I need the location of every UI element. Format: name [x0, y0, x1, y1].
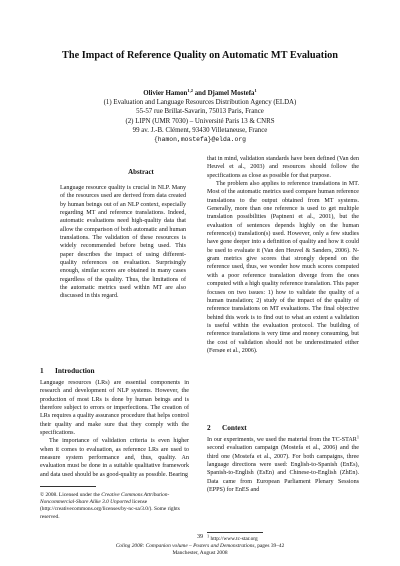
author-1-affiliation-mark: 1,2	[187, 88, 193, 93]
context-paragraph	[207, 436, 359, 494]
paper-title: The Impact of Reference Quality on Automatic MT Evaluation	[62, 50, 338, 61]
license-prefix: © 2008. Licensed under the	[40, 492, 102, 498]
author-names	[0, 89, 400, 98]
section-1-title: Introduction	[55, 366, 95, 375]
author-2-affiliation-mark: 1	[254, 88, 257, 93]
abstract-text: Language resource quality is crucial in NLP. Many of the resources used are derived from data created by human beings out of an NLP context, especially regarding MT and reference translations. Indeed, automatic evaluations need high-quality data that allow the comparison of both automatic and human translations. The validation of these resources is widely recommended before being used. This paper describes the impact of using different-quality references on evaluation. Surprisingly enough, similar scores are obtained in many cases regardless of the quality. Thus, the limitations of the automatic metrics used within MT are also discussed in this regard.	[60, 185, 186, 300]
affiliation-2-address: 99 av. J.-B. Clément, 93430 Villetaneuse, France	[132, 126, 268, 134]
venue-location: Manchester, August 2008	[172, 550, 228, 557]
author-1: Olivier Hamon	[143, 90, 188, 97]
section-2-number: 2	[207, 423, 211, 432]
author-email: {hamon,mostefa}@elda.org	[153, 136, 247, 144]
intro-paragraph-2: The importance of validation criteria is even higher when it comes to evaluation, as reference LRs are used to measure system performance and, thus, quality. An evaluation must be done in a suitable qualitative framework and data used should be as good-quality as possible. Bearing	[40, 438, 189, 478]
affiliation-2: (2) LIPN (UMR 7030) – Université Paris 13 & CNRS	[125, 117, 275, 125]
section-1-heading	[40, 366, 95, 375]
venue-name: Coling 2008: Companion volume – Posters and Demonstrations	[115, 543, 255, 549]
license-name: Creative Commons Attribution-Noncommercial-Share Alike 3.0 Unported	[40, 492, 170, 506]
affiliation-1-address: 55-57 rue Brillat-Savarin, 75013 Paris, France	[136, 108, 264, 116]
section-2-title: Context	[222, 423, 247, 432]
page-number: 39	[196, 534, 204, 540]
intro-paragraph-2-continued: that in mind, validation standards have been defined (Van den Heuvel et al., 2003) and resources should follow the specifications as close as possible for that purpose.	[207, 156, 359, 179]
venue-footer	[0, 543, 400, 558]
footnote-1-url[interactable]: http://www.tc-star.org	[210, 536, 258, 542]
right-column-body	[207, 155, 359, 355]
author-2: Djamel Mostefa	[207, 90, 255, 97]
footnote-divider-right	[207, 532, 263, 533]
footnote-1-marker: 1	[356, 434, 359, 440]
affiliation-1: (1) Evaluation and Language Resources Distribution Agency (ELDA)	[103, 99, 297, 107]
license-suffix: license (http://creativecommons.org/licenses/by-nc-sa/3.0/). Some rights reserved.	[40, 499, 180, 520]
section-1-number: 1	[40, 366, 44, 375]
abstract-heading: Abstract	[128, 169, 154, 176]
intro-paragraph-3: The problem also applies to reference translations in MT. Most of the automatic metrics used compare human reference translations to the output obtained from MT systems. Generally, more than one reference is used to get multiple translation possibilities (Papineni et al., 2001), but the evaluation of sentences depends highly on the human reference(s) translation(s) used. However, only a few studies have gone deeper into a definition of quality and how it could be used to evaluate it (Van den Heuvel & Sanders, 2006). N-gram metrics give scores that strongly depend on the reference used, thus, we wonder how much scores computed with a poor reference translation diverge from the ones computed with a high quality reference translation. This paper focuses on two issues: 1) how to validate the quality of a human translation; 2) study of the impact of the quality of reference translations on MT evaluations. The final objective behind this work is to find out to what an extent a validation is useful within the evaluation protocol. The building of reference translations is very time and money consuming, but the cost of validation should not be underestimated either (Fersøe et al., 2006).	[207, 181, 359, 354]
venue-line	[0, 543, 400, 550]
venue-pages: , pages 39–42	[254, 543, 285, 549]
footnote-1-number: 1	[207, 533, 210, 539]
author-conjunction: and	[194, 90, 206, 97]
author-block	[0, 89, 400, 144]
license-footnote	[40, 492, 189, 521]
intro-paragraph-1: Language resources (LRs) are essential components in research and development of NLP systems. However, the production of most LRs is done by human beings and is therefore subject to errors or imperfections. The creation of LRs requires a quality assurance procedure that helps control their quality and make sure that they comply with the specifications.	[40, 380, 189, 437]
context-text-start: In our experiments, we used the material from the TC-STAR	[207, 437, 357, 443]
footnote-divider-left	[40, 486, 96, 487]
left-column-body	[40, 379, 189, 479]
section-2-heading	[207, 423, 247, 432]
context-text-rest: second evaluation campaign (Mostefa et al., 2006) and the third one (Mostefa et al., 2007). For both campaigns, three language directions were used: English-to-Spanish (EnEs), Spanish-to-English (EsEn) and Chinese-to-English (ZhEn). Data came from European Parliament Plenary Sessions (EPPS) for EnES and	[207, 445, 359, 494]
